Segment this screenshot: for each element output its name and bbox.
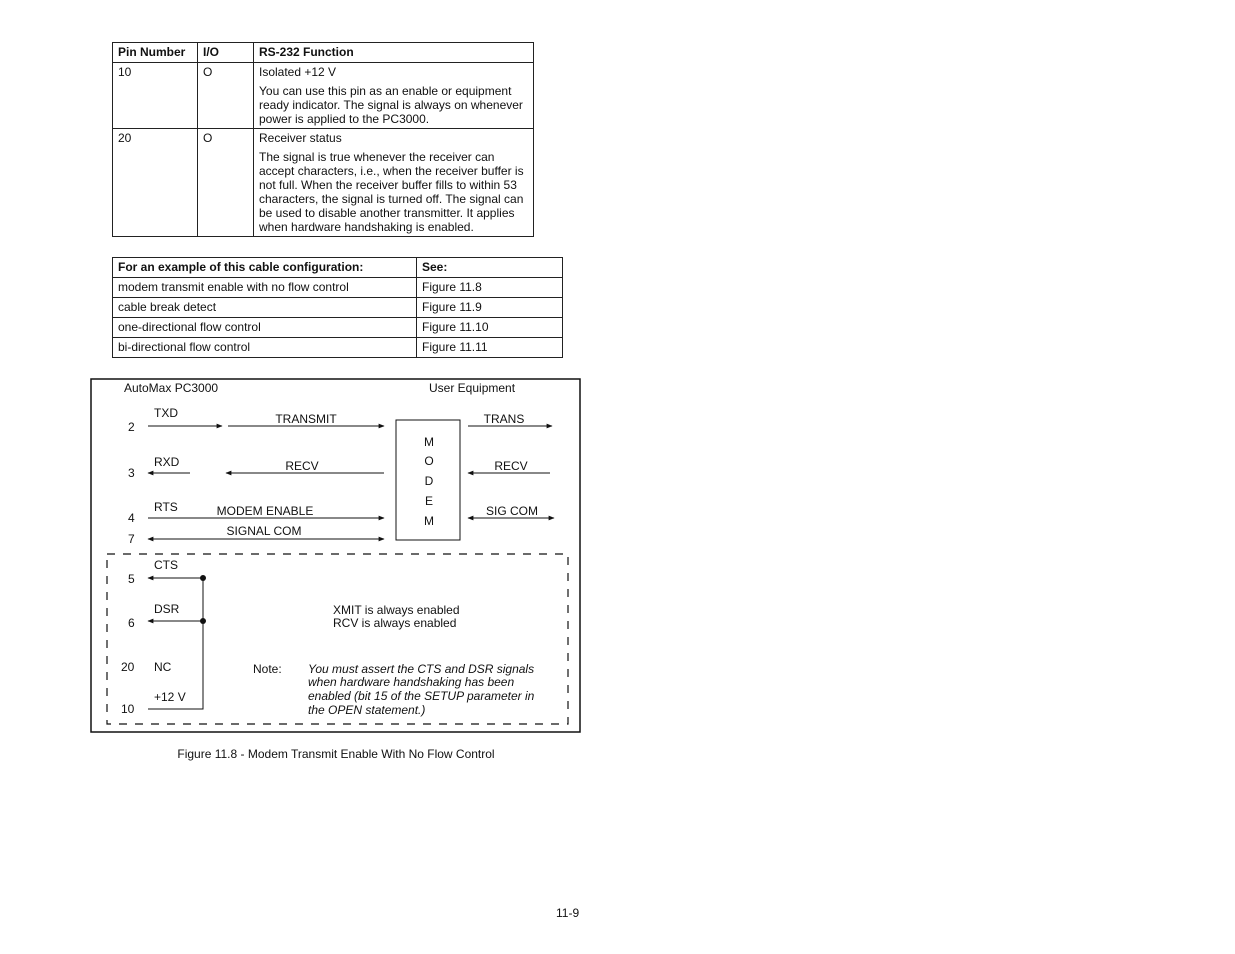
- note-line: enabled (bit 15 of the SETUP parameter in: [308, 689, 535, 703]
- modem-letter: E: [424, 494, 434, 508]
- note-line: when hardware handshaking has been: [308, 675, 515, 689]
- see-cell: Figure 11.8: [417, 278, 563, 298]
- line-label: SIG COM: [485, 504, 539, 518]
- function-title: Receiver status: [259, 131, 342, 145]
- figure-caption: Figure 11.8 - Modem Transmit Enable With No Flow Control: [177, 747, 495, 761]
- signal-label: CTS: [154, 558, 178, 572]
- function-cell: [254, 63, 534, 129]
- table-header-row: [113, 43, 534, 63]
- io-cell: O: [198, 63, 254, 129]
- note-line: You must assert the CTS and DSR signals: [308, 662, 535, 676]
- pin-number: 4: [128, 511, 135, 525]
- header-pin-number: Pin Number: [113, 43, 198, 63]
- signal-label: TXD: [154, 406, 178, 420]
- line-label: TRANS: [483, 412, 525, 426]
- rcv-note: RCV is always enabled: [333, 616, 457, 630]
- pin-number: 6: [128, 616, 135, 630]
- line-label: TRANSMIT: [275, 412, 337, 426]
- pin-cell: 10: [113, 63, 198, 129]
- example-configuration-table: [112, 257, 563, 358]
- modem-letter: M: [424, 514, 434, 528]
- table-row: [113, 278, 563, 298]
- io-cell: O: [198, 129, 254, 237]
- config-cell: modem transmit enable with no flow control: [113, 278, 417, 298]
- pin-number: 2: [128, 420, 135, 434]
- pin-number: 20: [121, 660, 135, 674]
- note-line: the OPEN statement.): [308, 703, 426, 717]
- signal-label: +12 V: [154, 690, 186, 704]
- header-see: See:: [417, 258, 563, 278]
- function-description: You can use this pin as an enable or equipment ready indicator. The signal is always on whenever power is applied to the PC3000.: [259, 84, 523, 126]
- modem-letter: D: [424, 474, 434, 488]
- config-cell: one-directional flow control: [113, 318, 417, 338]
- pin-function-table: [112, 42, 534, 237]
- wiring-diagram: [90, 378, 582, 734]
- right-title: User Equipment: [429, 381, 516, 395]
- line-label: RECV: [285, 459, 319, 473]
- pin-number: 7: [128, 532, 135, 546]
- see-cell: Figure 11.10: [417, 318, 563, 338]
- config-cell: bi-directional flow control: [113, 338, 417, 358]
- see-cell: Figure 11.9: [417, 298, 563, 318]
- line-label: SIGNAL COM: [226, 524, 302, 538]
- function-cell: [254, 129, 534, 237]
- header-io: I/O: [198, 43, 254, 63]
- modem-letter: M: [424, 435, 434, 449]
- left-title: AutoMax PC3000: [124, 381, 219, 395]
- see-cell: Figure 11.11: [417, 338, 563, 358]
- pin-cell: 20: [113, 129, 198, 237]
- header-rs232-function: RS-232 Function: [254, 43, 534, 63]
- modem-letter: O: [424, 454, 434, 468]
- signal-label: RTS: [154, 500, 178, 514]
- signal-label: DSR: [154, 602, 180, 616]
- line-label: RECV: [494, 459, 528, 473]
- xmit-note: XMIT is always enabled: [333, 603, 460, 617]
- table-row: [113, 298, 563, 318]
- header-configuration: For an example of this cable configuration:: [113, 258, 417, 278]
- signal-label: RXD: [154, 455, 180, 469]
- table-row: [113, 63, 534, 129]
- function-description: The signal is true whenever the receiver can accept characters, i.e., when the receiver buffer is not full. When the receiver buffer fills to within 53 characters, the signal is turned off. The signal can be used to disable another transmitter. It applies when hardware handshaking is enabled.: [259, 150, 524, 234]
- note-label: Note:: [253, 662, 282, 676]
- line-label: MODEM ENABLE: [216, 504, 314, 518]
- table-row: [113, 318, 563, 338]
- function-title: Isolated +12 V: [259, 65, 337, 79]
- table-row: [113, 338, 563, 358]
- pin-number: 3: [128, 466, 135, 480]
- page-number: 11-9: [556, 906, 580, 920]
- config-cell: cable break detect: [113, 298, 417, 318]
- table-header-row: [113, 258, 563, 278]
- pin-number: 5: [128, 572, 135, 586]
- pin-number: 10: [121, 702, 135, 716]
- signal-label: NC: [154, 660, 172, 674]
- table-row: [113, 129, 534, 237]
